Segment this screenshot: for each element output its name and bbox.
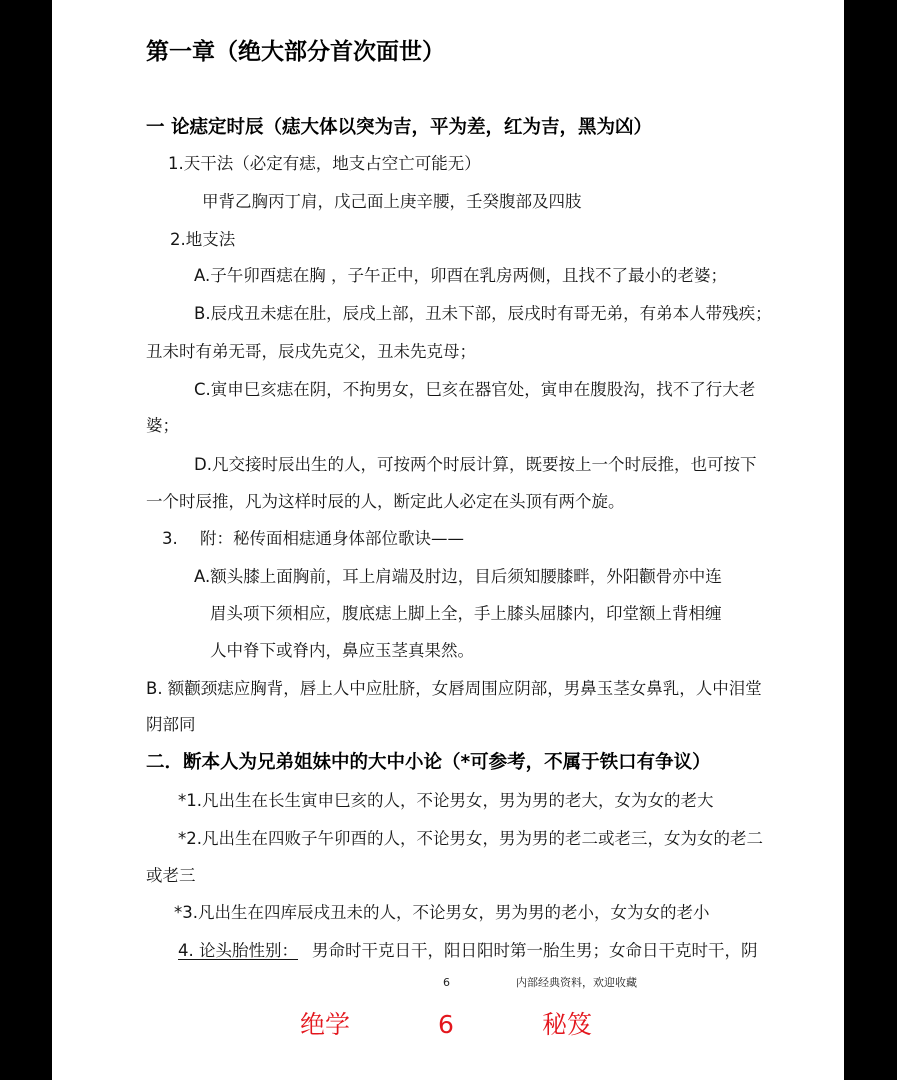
item-3-b-line-1: B. 额颧颈痣应胸背，唇上人中应肚脐，女唇周围应阴部，男鼻玉茎女鼻乳，人中泪堂: [146, 679, 762, 698]
item-2-c-line-2: 婆；: [146, 416, 179, 435]
chapter-title: 第一章（绝大部分首次面世）: [146, 39, 445, 65]
section-2-line-4-text: 男命时干克日干，阳日阳时第一胎生男；女命日干克时干，阴: [312, 941, 758, 960]
poem-line-3: 人中脊下或脊内，鼻应玉茎真果然。: [210, 641, 474, 660]
section-2-line-1: *1.凡出生在长生寅申巳亥的人，不论男女，男为男的老大，女为女的老大: [178, 791, 714, 810]
footer-center-number: 6: [438, 1010, 454, 1039]
item-3-title: 附：秘传面相痣通身体部位歌诀——: [200, 529, 464, 548]
item-2-b-line-2: 丑未时有弟无哥，辰戌先克父，丑未先克母；: [146, 342, 476, 361]
section-2-heading: 二．断本人为兄弟姐妹中的大中小论（*可参考，不属于铁口有争议）: [146, 752, 711, 773]
item-1-text: 甲背乙胸丙丁肩，戊己面上庚辛腰，壬癸腹部及四肢: [202, 192, 582, 211]
footer-left-label: 绝学: [300, 1010, 351, 1039]
item-2-a: A.子午卯酉痣在胸 ，子午正中，卯酉在乳房两侧，且找不了最小的老婆；: [194, 266, 727, 285]
poem-line-2: 眉头项下须相应，腹底痣上脚上全，手上膝头屈膝内，印堂额上背相缠: [210, 604, 722, 623]
item-3-number: 3.: [162, 529, 178, 548]
document-page: [52, 0, 844, 1080]
item-2-b-line-1: B.辰戌丑未痣在肚，辰戌上部，丑未下部，辰戌时有哥无弟，有弟本人带残疾；: [194, 304, 772, 323]
section-2-line-3: *3.凡出生在四库辰戌丑未的人，不论男女，男为男的老小，女为女的老小: [174, 903, 710, 922]
item-2-d-line-2: 一个时辰推，凡为这样时辰的人，断定此人必定在头顶有两个旋。: [146, 492, 625, 511]
footer-note: 内部经典资料，欢迎收藏: [516, 976, 637, 989]
item-2-title: 2.地支法: [170, 230, 236, 249]
section-1-heading: 一 论痣定时辰（痣大体以突为吉，平为差，红为吉，黑为凶）: [146, 117, 652, 138]
item-2-d-line-1: D.凡交接时辰出生的人，可按两个时辰计算，既要按上一个时辰推，也可按下: [194, 455, 757, 474]
item-1-title: 1.天干法（必定有痣，地支占空亡可能无）: [168, 154, 481, 173]
section-2-line-2b: 或老三: [146, 866, 196, 885]
section-2-line-4-label: [178, 941, 298, 961]
footer-right-label: 秘笈: [542, 1010, 593, 1039]
section-2-line-2a: *2.凡出生在四败子午卯酉的人，不论男女，男为男的老二或老三，女为女的老二: [178, 829, 763, 848]
page-number: 6: [443, 976, 450, 989]
item-3-b-line-2: 阴部同: [146, 715, 196, 734]
item-2-c-line-1: C.寅申巳亥痣在阴，不拘男女，巳亥在器官处，寅申在腹股沟，找不了行大老: [194, 380, 756, 399]
poem-line-1: A.额头膝上面胸前，耳上肩端及肘边，目后须知腰膝畔，外阳颧骨亦中连: [194, 567, 722, 586]
head-birth-gender-label: 4. 论头胎性别：: [178, 941, 298, 960]
